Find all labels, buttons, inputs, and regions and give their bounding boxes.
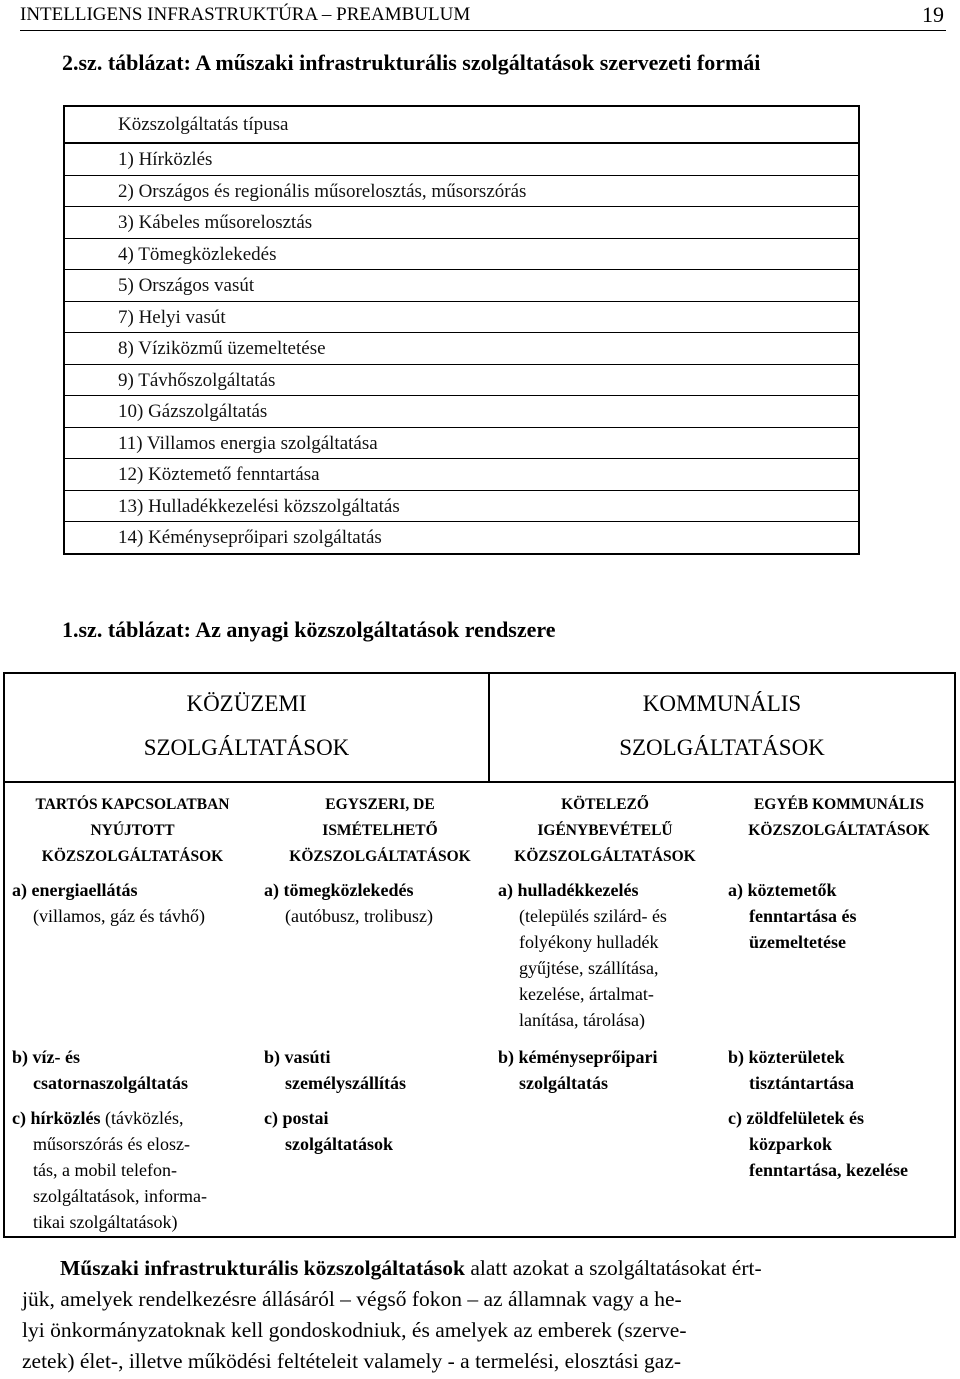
- group-header-kozuzemi: [5, 682, 488, 772]
- paragraph-line: lyi önkormányzatoknak kell gondoskodniuk, és amelyek az emberek (szerve-: [22, 1318, 687, 1342]
- column-header-line: IGÉNYBEVÉTELŰ: [537, 822, 673, 839]
- cell-line: a) hulladékkezelés: [498, 880, 639, 900]
- table2-caption: 2.sz. táblázat: A műszaki infrastrukturális szolgáltatások szervezeti formái: [62, 50, 761, 75]
- cell-line: fenntartása és: [749, 906, 857, 926]
- paragraph-text: alatt azokat a szolgáltatásokat ért-: [464, 1256, 762, 1280]
- cell-line: közparkok: [749, 1134, 833, 1154]
- column-header-line: ISMÉTELHETŐ: [322, 822, 438, 839]
- column-header-line: EGYSZERI, DE: [325, 796, 435, 813]
- cell-text: (távközlés,: [100, 1108, 184, 1128]
- cell-kemenysepro: [498, 1044, 723, 1096]
- cell-line: (villamos, gáz és távhő): [33, 906, 205, 926]
- cell-line: b) vasúti: [264, 1047, 331, 1067]
- cell-line: tikai szolgáltatások): [33, 1212, 178, 1232]
- paragraph-line: [18, 1253, 948, 1284]
- group-header-line: KOMMUNÁLIS: [642, 691, 802, 716]
- table2-row: 14) Kéményseprőipari szolgáltatás: [118, 527, 382, 548]
- cell-line: c) postai: [264, 1108, 329, 1128]
- column-header: [723, 792, 955, 844]
- cell-line: fenntartása, kezelése: [749, 1160, 908, 1180]
- cell-line: csatornaszolgáltatás: [33, 1073, 188, 1093]
- column-header-line: KÖZSZOLGÁLTATÁSOK: [41, 848, 224, 865]
- cell-line: szolgáltatások: [285, 1134, 393, 1154]
- table2-row: 9) Távhőszolgáltatás: [65, 365, 858, 397]
- table2-row: 8) Víziközmű üzemeltetése: [65, 333, 858, 365]
- group-header-line: KÖZÜZEMI: [186, 691, 307, 716]
- cell-line: személyszállítás: [285, 1073, 406, 1093]
- group-header-line: SZOLGÁLTATÁSOK: [619, 735, 825, 760]
- table2-row: 12) Köztemető fenntartása: [65, 459, 858, 491]
- cell-line: a) tömegközlekedés: [264, 880, 414, 900]
- column-header: [495, 792, 715, 870]
- paragraph-line: jük, amelyek rendelkezésre állásáról – végső fokon – az államnak vagy a he-: [22, 1287, 682, 1311]
- column-header-line: KÖZSZOLGÁLTATÁSOK: [514, 848, 696, 865]
- table2-row: 2) Országos és regionális műsorelosztás, műsorszórás: [65, 176, 858, 208]
- cell-koztemetok: [728, 877, 954, 955]
- cell-line: tás, a mobil telefon-: [33, 1160, 177, 1180]
- table2-row: 13) Hulladékkezelési közszolgáltatás: [65, 491, 858, 523]
- header-divider: [5, 781, 954, 783]
- paragraph-line: zetek) élet-, illetve működési feltételeit valamely - a termelési, elosztási gaz-: [22, 1349, 682, 1373]
- column-header-line: KÖZSZOLGÁLTATÁSOK: [748, 822, 930, 839]
- cell-vasuti: [264, 1044, 494, 1096]
- cell-line: b) közterületek: [728, 1047, 845, 1067]
- cell-hulladekkezeles: [498, 877, 723, 1033]
- body-paragraph: [18, 1253, 948, 1377]
- cell-line: a) köztemetők: [728, 880, 837, 900]
- table2-row: 10) Gázszolgáltatás: [65, 396, 858, 428]
- group-header-kommunalis: [488, 682, 956, 772]
- column-header-line: EGYÉB KOMMUNÁLIS: [753, 796, 925, 813]
- cell-line: c) zöldfelületek és: [728, 1108, 864, 1128]
- cell-line: b) víz- és: [12, 1047, 80, 1067]
- cell-postai: [264, 1105, 494, 1157]
- paragraph-term: Műszaki infrastrukturális közszolgáltatások: [60, 1256, 465, 1280]
- cell-kozteruletek: [728, 1044, 954, 1096]
- cell-line: gyűjtése, szállítása,: [519, 958, 659, 978]
- column-header-line: KÖZSZOLGÁLTATÁSOK: [289, 848, 471, 865]
- table1: [3, 672, 956, 1238]
- cell-energiaellatas: [12, 877, 262, 929]
- table2-row: 7) Helyi vasút: [65, 302, 858, 334]
- table2-row: 1) Hírközlés: [65, 144, 858, 176]
- cell-tomegkozlekedes: [264, 877, 494, 929]
- table2-row: 11) Villamos energia szolgáltatása: [65, 428, 858, 460]
- cell-viz: [12, 1044, 262, 1096]
- cell-bold: c) hírközlés: [12, 1108, 101, 1128]
- cell-hirkozles: [12, 1105, 262, 1235]
- column-header-line: NYÚJTOTT: [90, 822, 175, 839]
- column-header-line: TARTÓS KAPCSOLATBAN: [35, 796, 230, 813]
- cell-line: lanítása, tárolása): [519, 1010, 645, 1030]
- page-number: 19: [922, 2, 944, 27]
- cell-line: üzemeltetése: [749, 932, 846, 952]
- table2: [63, 105, 860, 555]
- cell-line: tisztántartása: [749, 1073, 854, 1093]
- cell-line: szolgáltatások, informa-: [33, 1186, 207, 1206]
- table2-row: 3) Kábeles műsorelosztás: [65, 207, 858, 239]
- group-header-line: SZOLGÁLTATÁSOK: [143, 735, 350, 760]
- header-title: INTELLIGENS INFRASTRUKTÚRA – PREAMBULUM: [20, 4, 471, 25]
- table1-caption: 1.sz. táblázat: Az anyagi közszolgáltatások rendszere: [62, 617, 556, 642]
- cell-line: folyékony hulladék: [519, 932, 659, 952]
- table2-header: Közszolgáltatás típusa: [65, 107, 858, 144]
- cell-line: (település szilárd- és: [519, 906, 667, 926]
- column-header-line: KÖTELEZŐ: [561, 796, 649, 813]
- cell-zoldfeluletek: [728, 1105, 954, 1183]
- cell-line: kezelése, ártalmat-: [519, 984, 654, 1004]
- page-header: [20, 2, 946, 31]
- cell-line: szolgáltatás: [519, 1073, 608, 1093]
- column-header: [260, 792, 500, 870]
- cell-line: a) energiaellátás: [12, 880, 138, 900]
- cell-line: b) kéményseprőipari: [498, 1047, 658, 1067]
- table2-row: 4) Tömegközlekedés: [65, 239, 858, 271]
- cell-line: műsorszórás és elosz-: [33, 1134, 190, 1154]
- cell-line: (autóbusz, trolibusz): [285, 906, 433, 926]
- table2-row: 5) Országos vasút: [65, 270, 858, 302]
- column-header: [5, 792, 260, 870]
